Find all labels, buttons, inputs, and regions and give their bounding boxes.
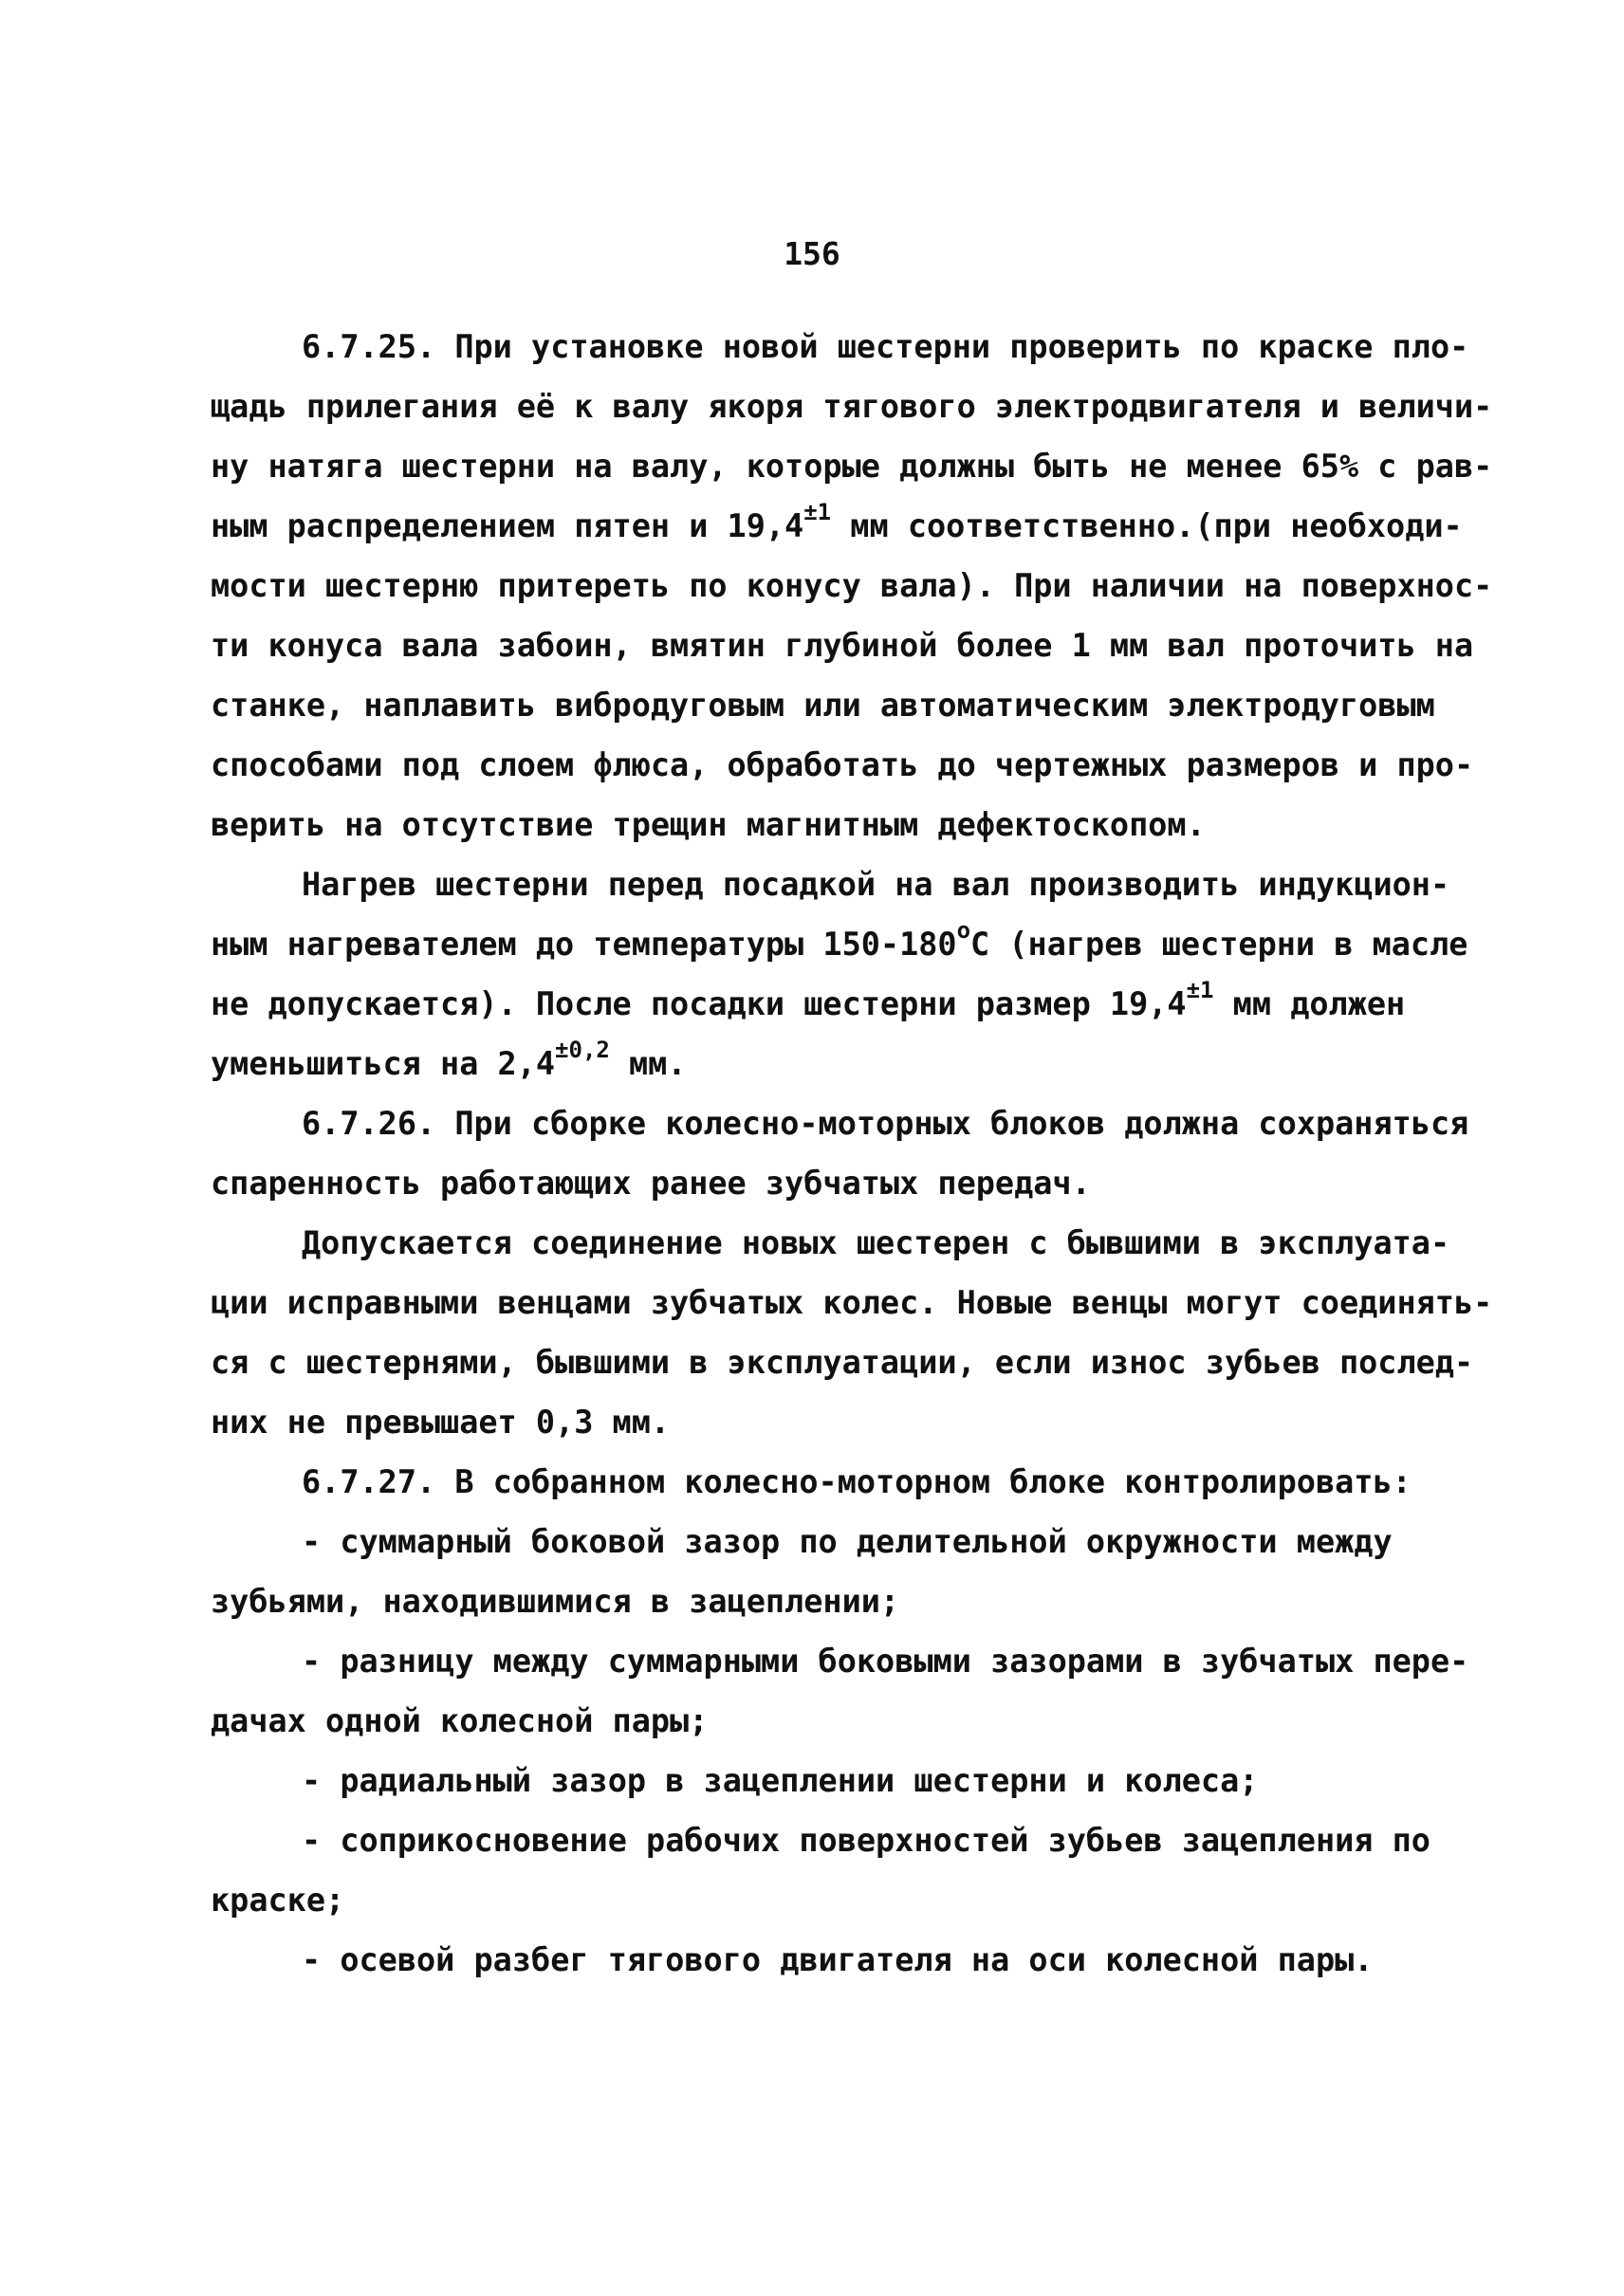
text-line: Нагрев шестерни перед посадкой на вал производить индукцион- [302, 866, 1450, 903]
text-line: Допускается соединение новых шестерен с бывшими в эксплуата- [302, 1224, 1450, 1261]
list-item: - радиальный зазор в зацеплении шестерни и колеса; [302, 1762, 1259, 1799]
text-line: мости шестерню притереть по конусу вала). При наличии на поверхнос- [211, 567, 1493, 604]
list-item: - соприкосновение рабочих поверхностей зубьев зацепления по [302, 1822, 1430, 1859]
text-line: 6.7.27. В собранном колесно-моторном блоке контролировать: [302, 1463, 1412, 1500]
text-line: краске; [211, 1882, 345, 1919]
superscript: ±1 [1186, 977, 1214, 1003]
text-line: щадь прилегания её к валу якоря тягового электродвигателя и величи- [211, 388, 1493, 425]
superscript: ±1 [803, 499, 832, 525]
text-line: ным нагревателем до температуры $150-180^оС$ (нагрев шестерни в масле [211, 917, 1468, 963]
text-line: 6.7.25. При установке новой шестерни проверить по краске пло- [302, 328, 1469, 365]
list-item: - осевой разбег тягового двигателя на оси колесной пары. [302, 1941, 1374, 1978]
text-line: ти конуса вала забоин, вмятин глубиной более 1 мм вал проточить на [211, 627, 1474, 664]
text-line: ну натяга шестерни на валу, которые должны быть не менее 65% с рав- [211, 448, 1493, 485]
text-line: уменьшиться на $2,4^{\pm 0,2}$ мм. [211, 1037, 687, 1082]
text-line: 6.7.26. При сборке колесно-моторных блоков должна сохраняться [302, 1105, 1469, 1142]
text-line: станке, наплавить вибродуговым или автоматическим электродуговым [211, 687, 1435, 724]
text-line: ции исправными венцами зубчатых колес. Новые венцы могут соединять- [211, 1284, 1493, 1321]
list-item: - разницу между суммарными боковыми зазорами в зубчатых пере- [302, 1643, 1469, 1680]
list-item: - суммарный боковой зазор по делительной окружности между [302, 1523, 1393, 1560]
text-line: дачах одной колесной пары; [211, 1702, 709, 1739]
text-line: верить на отсутствие трещин магнитным дефектоскопом. [211, 806, 1206, 843]
superscript: ±0,2 [555, 1037, 610, 1063]
text-line: ным распределением пятен и $19,4^{\pm 1}$ мм соответственно.(при необходи- [211, 499, 1463, 544]
superscript: о [956, 917, 971, 944]
page-number: 156 [784, 235, 840, 272]
text-line: зубьями, находившимися в зацеплении; [211, 1583, 900, 1620]
text-line: спаренность работающих ранее зубчатых передач. [211, 1165, 1091, 1202]
text-line: ся с шестернями, бывшими в эксплуатации, если износ зубьев послед- [211, 1344, 1474, 1381]
text-line: не допускается). После посадки шестерни размер $19,4^{\pm 1}$ мм должен [211, 977, 1406, 1022]
text-line: них не превышает 0,3 мм. [211, 1404, 671, 1441]
text-line: способами под слоем флюса, обработать до чертежных размеров и про- [211, 746, 1474, 783]
